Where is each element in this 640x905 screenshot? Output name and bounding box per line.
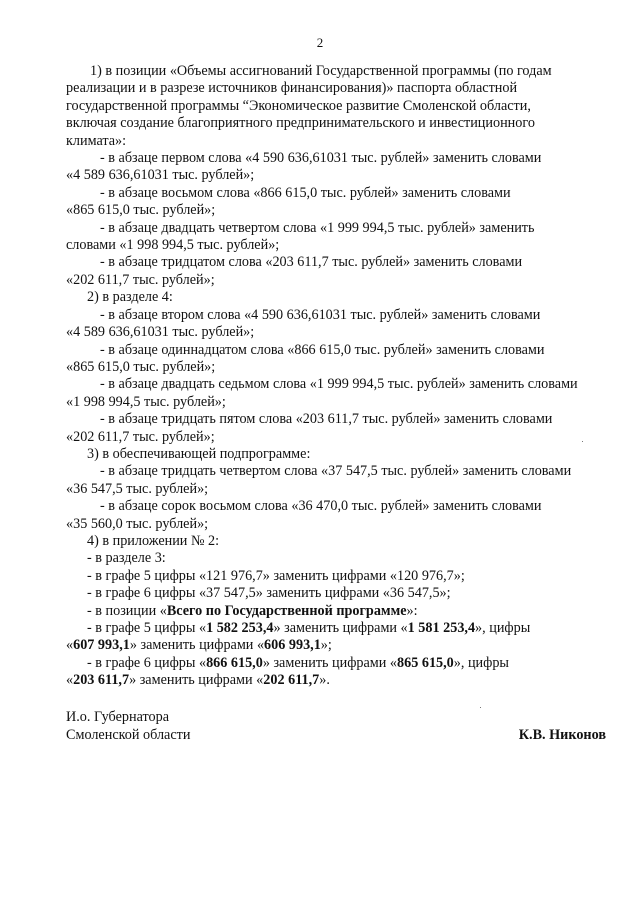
item-4-sub-3: - в графе 6 цифры «37 547,5» заменить цифрами «36 547,5»; (87, 585, 451, 602)
item-4-sub-5-line-2 (66, 637, 606, 654)
item-1-bullet-4a: - в абзаце тридцатом слова «203 611,7 тыс. рублей» заменить словами (100, 254, 523, 271)
signature-row (66, 726, 606, 744)
item-3-bullet-1a: - в абзаце тридцать четвертом слова «37 547,5 тыс. рублей» заменить словами (100, 463, 572, 480)
item-1-line-1: 1) в позиции «Объемы ассигнований Государственной программы (по годам (90, 63, 552, 79)
item-3-bullet-2b: «35 560,0 тыс. рублей»; (66, 515, 209, 532)
item-1-bullet-3b: словами «1 998 994,5 тыс. рублей»; (66, 237, 280, 254)
text-fragment: » заменить цифрами « (273, 620, 408, 636)
item-1-bullet-3a: - в абзаце двадцать четвертом слова «1 999 994,5 тыс. рублей» заменить (100, 219, 535, 236)
new-value: 1 581 253,4 (407, 620, 476, 636)
item-3-heading: 3) в обеспечивающей подпрограмме: (87, 445, 311, 462)
text-fragment: », цифры (475, 620, 531, 636)
document-body (66, 63, 606, 690)
item-4-sub-6-line-1 (66, 655, 606, 672)
new-value: 202 611,7 (263, 672, 320, 689)
item-2-bullet-1b: «4 589 636,61031 тыс. рублей»; (66, 324, 255, 341)
text-fragment: », цифры (453, 654, 509, 671)
item-2-bullet-4b: «202 611,7 тыс. рублей»; (66, 428, 215, 445)
scan-speck (480, 707, 481, 708)
item-4-sub-2: - в графе 5 цифры «121 976,7» заменить цифрами «120 976,7»; (87, 567, 465, 584)
new-value: 865 615,0 (397, 654, 454, 671)
item-2-bullet-3a: - в абзаце двадцать седьмом слова «1 999 994,5 тыс. рублей» заменить словами (100, 376, 578, 393)
old-value: 866 615,0 (206, 654, 263, 671)
item-2-bullet-3b: «1 998 994,5 тыс. рублей»; (66, 393, 226, 410)
item-2-bullet-2a: - в абзаце одиннадцатом слова «866 615,0 тыс. рублей» заменить словами (100, 341, 545, 358)
item-2-heading: 2) в разделе 4: (87, 289, 173, 306)
signatory-name: К.В. Никонов (518, 727, 606, 743)
item-4-sub-4-bold: Всего по Государственной программе (166, 602, 407, 619)
item-1-bullet-2b: «865 615,0 тыс. рублей»; (66, 202, 216, 219)
signature-block (66, 708, 606, 744)
item-4-sub-4-pre: - в позиции « (87, 602, 167, 619)
text-fragment: « (66, 637, 74, 654)
item-4-sub-5-line-1 (66, 620, 606, 637)
page-number: 2 (316, 35, 324, 50)
item-4-sub-4 (66, 603, 606, 620)
text-fragment: »; (320, 637, 332, 654)
item-3-bullet-1b: «36 547,5 тыс. рублей»; (66, 480, 209, 497)
item-4-heading: 4) в приложении № 2: (87, 532, 220, 549)
text-fragment: - в графе 5 цифры « (87, 620, 207, 636)
text-fragment: - в графе 6 цифры « (87, 654, 207, 671)
old-value: 203 611,7 (73, 672, 130, 689)
item-1-line-5: климата»: (66, 132, 127, 149)
signatory-title-line-2: Смоленской области (66, 727, 191, 743)
new-value: 606 993,1 (264, 637, 321, 654)
item-1-line-2: реализации и в разрезе источников финансирования)» паспорта областной (66, 80, 518, 97)
item-2-bullet-1a: - в абзаце втором слова «4 590 636,61031 тыс. рублей» заменить словами (100, 306, 541, 323)
signatory-title-line-1: И.о. Губернатора (66, 709, 169, 725)
text-fragment: « (66, 672, 74, 689)
item-1-line-3: государственной программы “Экономическое развитие Смоленской области, (66, 97, 531, 114)
item-1-bullet-2a: - в абзаце восьмом слова «866 615,0 тыс. рублей» заменить словами (100, 184, 511, 201)
item-1-bullet-1a: - в абзаце первом слова «4 590 636,61031 тыс. рублей» заменить словами (100, 150, 542, 167)
item-4-sub-6-line-2 (66, 672, 606, 689)
item-1-bullet-1b: «4 589 636,61031 тыс. рублей»; (66, 167, 255, 184)
old-value: 607 993,1 (73, 637, 130, 654)
item-1-bullet-4b: «202 611,7 тыс. рублей»; (66, 271, 215, 288)
text-fragment: » заменить цифрами « (129, 672, 264, 689)
item-3-bullet-2a: - в абзаце сорок восьмом слова «36 470,0 тыс. рублей» заменить словами (100, 498, 542, 515)
text-fragment: » заменить цифрами « (262, 654, 398, 671)
item-2-bullet-4a: - в абзаце тридцать пятом слова «203 611,7 тыс. рублей» заменить словами (100, 411, 553, 428)
text-fragment: ». (319, 672, 330, 689)
item-1-line-4: включая создание благоприятного предпринимательского и инвестиционного (66, 115, 535, 132)
scan-speck (582, 441, 583, 442)
item-4-sub-4-post: »: (406, 602, 418, 619)
item-2-bullet-2b: «865 615,0 тыс. рублей»; (66, 358, 216, 375)
item-4-sub-1: - в разделе 3: (87, 550, 166, 567)
old-value: 1 582 253,4 (206, 620, 274, 636)
text-fragment: » заменить цифрами « (129, 637, 265, 654)
